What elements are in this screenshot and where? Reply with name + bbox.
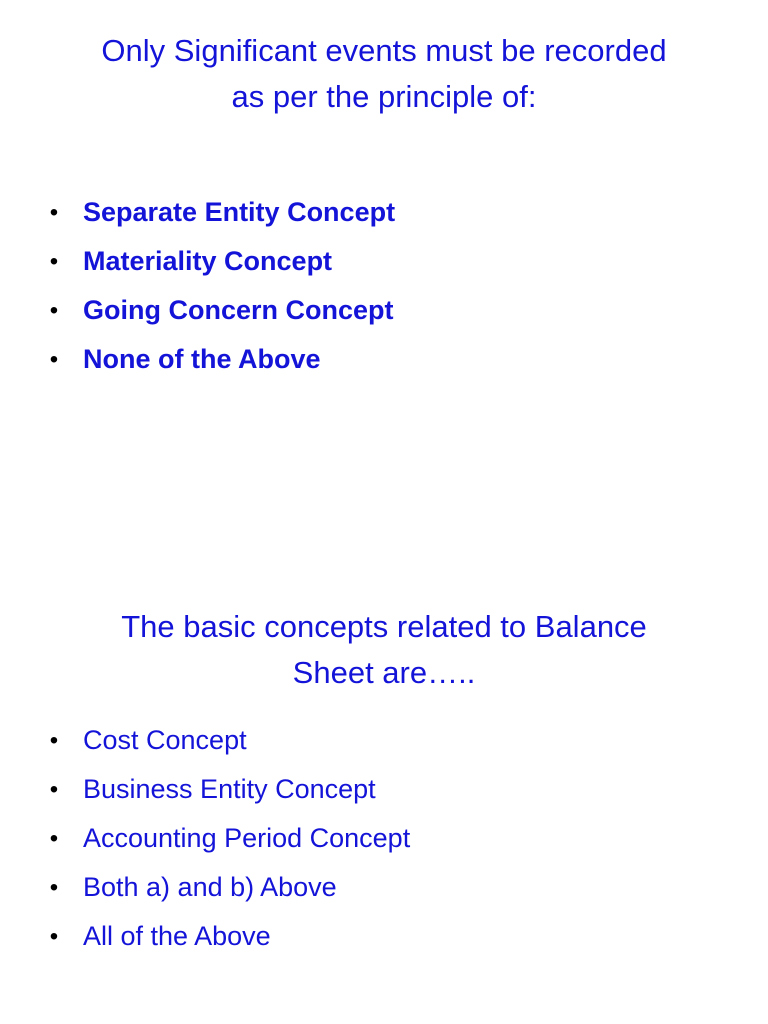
question-2-title-line-2: Sheet are….. bbox=[292, 655, 476, 690]
question-2-options bbox=[0, 716, 410, 961]
option-materiality bbox=[0, 237, 395, 286]
option-none-of-the-above bbox=[0, 335, 395, 384]
option-label: Going Concern Concept bbox=[83, 295, 394, 325]
question-1-title-line-2: as per the principle of: bbox=[231, 79, 537, 114]
option-label: Separate Entity Concept bbox=[83, 197, 396, 227]
option-business-entity bbox=[0, 765, 410, 814]
option-all-of-the-above bbox=[0, 912, 410, 961]
question-1-title-line-1: Only Significant events must be recorded bbox=[101, 33, 667, 68]
bullet-icon: • bbox=[49, 874, 59, 901]
bullet-icon: • bbox=[49, 776, 59, 803]
option-label: None of the Above bbox=[83, 344, 321, 374]
question-1 bbox=[0, 28, 768, 374]
bullet-icon: • bbox=[49, 248, 59, 275]
option-going-concern bbox=[0, 286, 395, 335]
option-cost-concept bbox=[0, 716, 410, 765]
question-2 bbox=[0, 604, 768, 951]
question-2-title-line-1: The basic concepts related to Balance bbox=[121, 609, 647, 644]
option-label: Cost Concept bbox=[83, 725, 247, 755]
option-label: Materiality Concept bbox=[83, 246, 333, 276]
question-1-title bbox=[0, 28, 768, 120]
option-label: Business Entity Concept bbox=[83, 774, 376, 804]
option-label: All of the Above bbox=[83, 921, 271, 951]
question-2-title bbox=[0, 604, 768, 696]
bullet-icon: • bbox=[49, 923, 59, 950]
option-separate-entity bbox=[0, 188, 395, 237]
question-1-options bbox=[0, 188, 395, 384]
option-both-a-and-b bbox=[0, 863, 410, 912]
option-accounting-period bbox=[0, 814, 410, 863]
option-label: Accounting Period Concept bbox=[83, 823, 411, 853]
bullet-icon: • bbox=[49, 297, 59, 324]
option-label: Both a) and b) Above bbox=[83, 872, 337, 902]
bullet-icon: • bbox=[49, 199, 59, 226]
bullet-icon: • bbox=[49, 727, 59, 754]
bullet-icon: • bbox=[49, 825, 59, 852]
bullet-icon: • bbox=[49, 346, 59, 373]
